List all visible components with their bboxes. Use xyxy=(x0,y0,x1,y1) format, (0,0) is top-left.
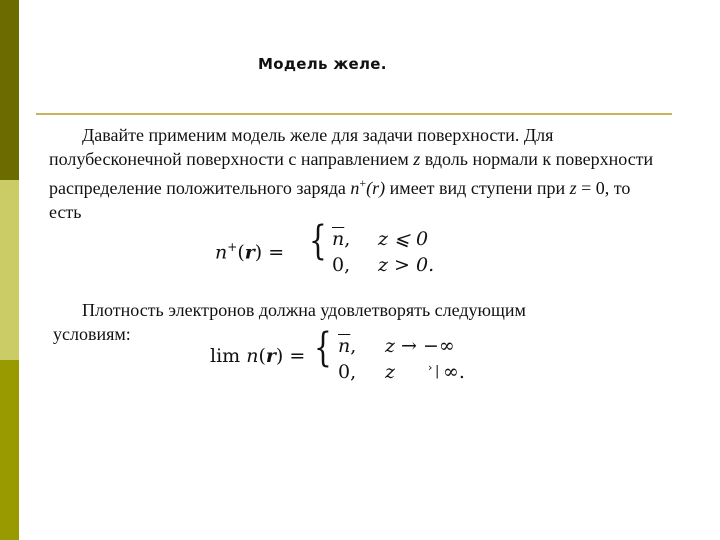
f2-r: r xyxy=(265,345,276,367)
p1-plus: + xyxy=(359,176,367,190)
f1-row1-val: $\overline{n}$ xyxy=(332,228,345,250)
f2-lim: lim xyxy=(210,345,241,367)
f2-brace: { xyxy=(314,325,332,371)
p1-r: (r) xyxy=(366,178,386,198)
f1-n: n xyxy=(215,241,228,264)
f1-row2-cond: z > 0. xyxy=(378,254,435,276)
p1-text-3: имеет вид ступени при xyxy=(385,178,570,198)
f1-row1-comma: , xyxy=(344,228,351,250)
f1-sup: + xyxy=(227,240,238,254)
f2-row1-comma: , xyxy=(350,335,357,357)
f2-row2-z: z xyxy=(385,361,396,383)
f1-r: r xyxy=(244,241,255,264)
decor-bar-top xyxy=(0,0,19,180)
f1-open: ( xyxy=(237,241,245,264)
f1-close: ) = xyxy=(254,241,285,264)
p2-line1-text: Плотность электронов должна удовлетворять следующим xyxy=(82,300,526,320)
p2-line2: условиям: xyxy=(53,324,131,344)
f2-row1-val: $\overline{n}$ xyxy=(338,335,351,357)
f2-row2-inf: ∞. xyxy=(443,361,465,383)
title-divider xyxy=(36,113,672,115)
f2-open: ( xyxy=(258,345,266,367)
f1-brace: { xyxy=(309,218,327,264)
f2-row2-partial-plus: | xyxy=(435,364,440,379)
f2-row2-partial-arrow: › xyxy=(428,361,433,374)
f1-row2-val: 0, xyxy=(332,254,351,276)
decor-bar-middle xyxy=(0,180,19,360)
paragraph-intro xyxy=(49,123,659,224)
p1-n: n xyxy=(350,178,360,198)
f2-close: ) = xyxy=(275,345,306,367)
f2-row1-cond: z → −∞ xyxy=(385,335,455,357)
f1-row1-cond: z ⩽ 0 xyxy=(378,228,429,250)
p1-text-1: Давайте применим модель желе для задачи поверхности. Для полубесконечной поверхности с направлением xyxy=(49,125,554,169)
p1-z2: z xyxy=(569,178,577,198)
decor-bar-bottom xyxy=(0,360,19,540)
p1-text-2: вдоль нормали к поверхности распределение положительного заряда xyxy=(49,149,654,198)
p2-line1 xyxy=(49,298,659,322)
p1-text-4: = 0, то есть xyxy=(49,178,631,222)
p1-z: z xyxy=(413,149,421,169)
f2-row2-val: 0, xyxy=(338,361,357,383)
slide-title: Модель желе. xyxy=(258,55,387,73)
f2-n: n xyxy=(246,345,259,367)
